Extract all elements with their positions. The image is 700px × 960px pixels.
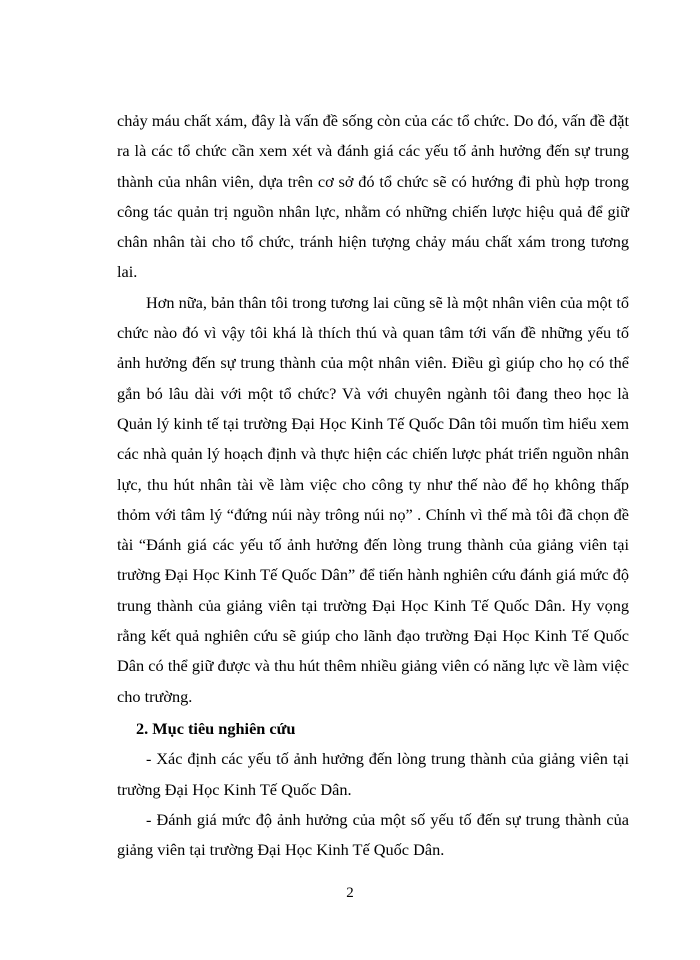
page-number: 2 <box>346 885 354 901</box>
paragraph-motivation: Hơn nữa, bản thân tôi trong tương lai cũng sẽ là một nhân viên của một tổ chức nào đó vì vậy tôi khá là thích thú và quan tâm tới vấn đề những yếu tố ảnh hưởng đến sự trung thành của một nhân viên. Điều gì giúp cho họ có thể gắn bó lâu dài với một tổ chức? Và với chuyên ngành tôi đang theo học là Quản lý kinh tế tại trường Đại Học Kinh Tế Quốc Dân tôi muốn tìm hiểu xem các nhà quản lý hoạch định và thực hiện các chiến lược phát triển nguồn nhân lực, thu hút nhân tài về làm việc cho công ty như thế nào để họ không thấp thỏm với tâm lý “đứng núi này trông núi nọ” . Chính vì thế mà tôi đã chọn đề tài “Đánh giá các yếu tố ảnh hưởng đến lòng trung thành của giảng viên tại trường Đại Học Kinh Tế Quốc Dân” để tiến hành nghiên cứu đánh giá mức độ trung thành của giảng viên tại trường Đại Học Kinh Tế Quốc Dân. Hy vọng rằng kết quả nghiên cứu sẽ giúp cho lãnh đạo trường Đại Học Kinh Tế Quốc Dân có thể giữ được và thu hút thêm nhiều giảng viên có năng lực về làm việc cho trường. <box>117 292 629 706</box>
section-heading-objectives: 2. Mục tiêu nghiên cứu <box>136 718 296 738</box>
objective-item-2: - Đánh giá mức độ ảnh hưởng của một số yếu tố đến sự trung thành của giảng viên tại trường Đại Học Kinh Tế Quốc Dân. <box>117 809 629 860</box>
objective-item-1: - Xác định các yếu tố ảnh hưởng đến lòng trung thành của giảng viên tại trường Đại Học Kinh Tế Quốc Dân. <box>117 749 629 799</box>
paragraph-continuation: chảy máu chất xám, đây là vấn đề sống còn của các tổ chức. Do đó, vấn đề đặt ra là các tổ chức cần xem xét và đánh giá các yếu tố ảnh hưởng đến sự trung thành của nhân viên, dựa trên cơ sở đó tổ chức sẽ có hướng đi phù hợp trong công tác quản trị nguồn nhân lực, nhằm có những chiến lược hiệu quả để giữ chân nhân tài cho tổ chức, tránh hiện tượng chảy máu chất xám trong tương lai. <box>117 111 629 282</box>
page-body <box>117 106 629 865</box>
